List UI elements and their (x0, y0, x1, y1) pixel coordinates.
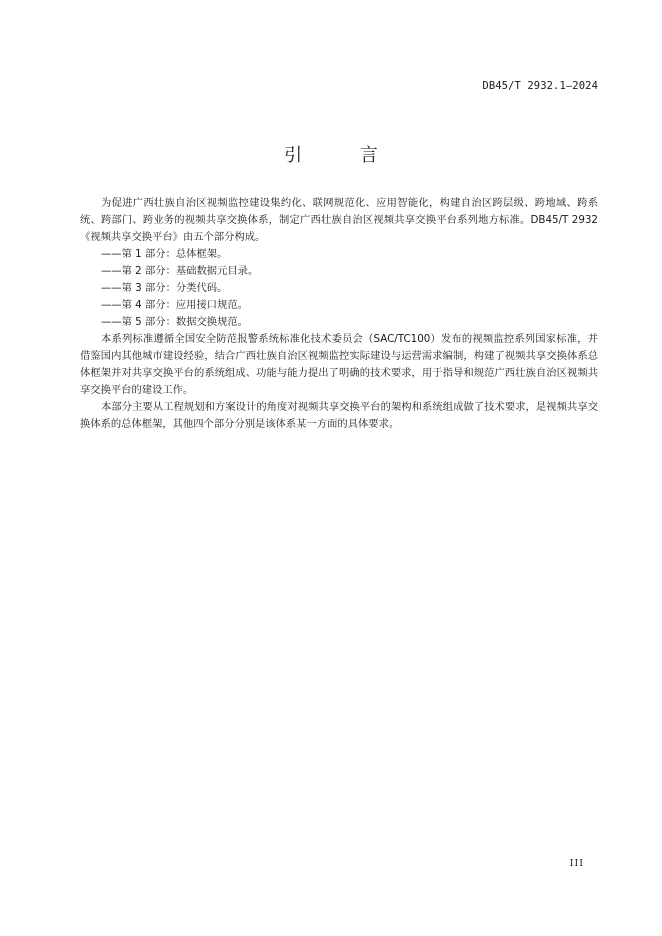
page-title: 引 言 (284, 145, 404, 166)
part-list-item: ——第 3 部分：分类代码。 (101, 282, 228, 294)
standards-paragraph: 本系列标准遵循全国安全防范报警系统标准化技术委员会（SAC/TC100）发布的视频监控系列国家标准，并借鉴国内其他城市建设经验，结合广西壮族自治区视频监控实际建设与运营需求编制，构建了视频共享交换体系总体框架并对共享交换平台的系统组成、功能与能力提出了明确的技术要求，用于指导和规范广西壮族自治区视频共享交换平台的建设工作。 (80, 333, 598, 396)
body-text (80, 195, 598, 433)
intro-paragraph: 为促进广西壮族自治区视频监控建设集约化、联网规范化、应用智能化，构建自治区跨层级、跨地域、跨系统、跨部门、跨业务的视频共享交换体系，制定广西壮族自治区视频共享交换平台系列地方标准。DB45/T 2932《视频共享交换平台》由五个部分构成。 (80, 197, 598, 243)
document-number: DB45/T 2932.1—2024 (482, 80, 598, 92)
scope-paragraph: 本部分主要从工程规划和方案设计的角度对视频共享交换平台的架构和系统组成做了技术要求，是视频共享交换体系的总体框架，其他四个部分分别是该体系某一方面的具体要求。 (80, 401, 598, 430)
part-list-item: ——第 2 部分：基础数据元目录。 (101, 265, 259, 277)
page-number: III (569, 858, 584, 869)
part-list-item: ——第 4 部分：应用接口规范。 (101, 299, 248, 311)
part-list-item: ——第 5 部分：数据交换规范。 (101, 316, 248, 328)
part-list-item: ——第 1 部分：总体框架。 (101, 248, 228, 260)
